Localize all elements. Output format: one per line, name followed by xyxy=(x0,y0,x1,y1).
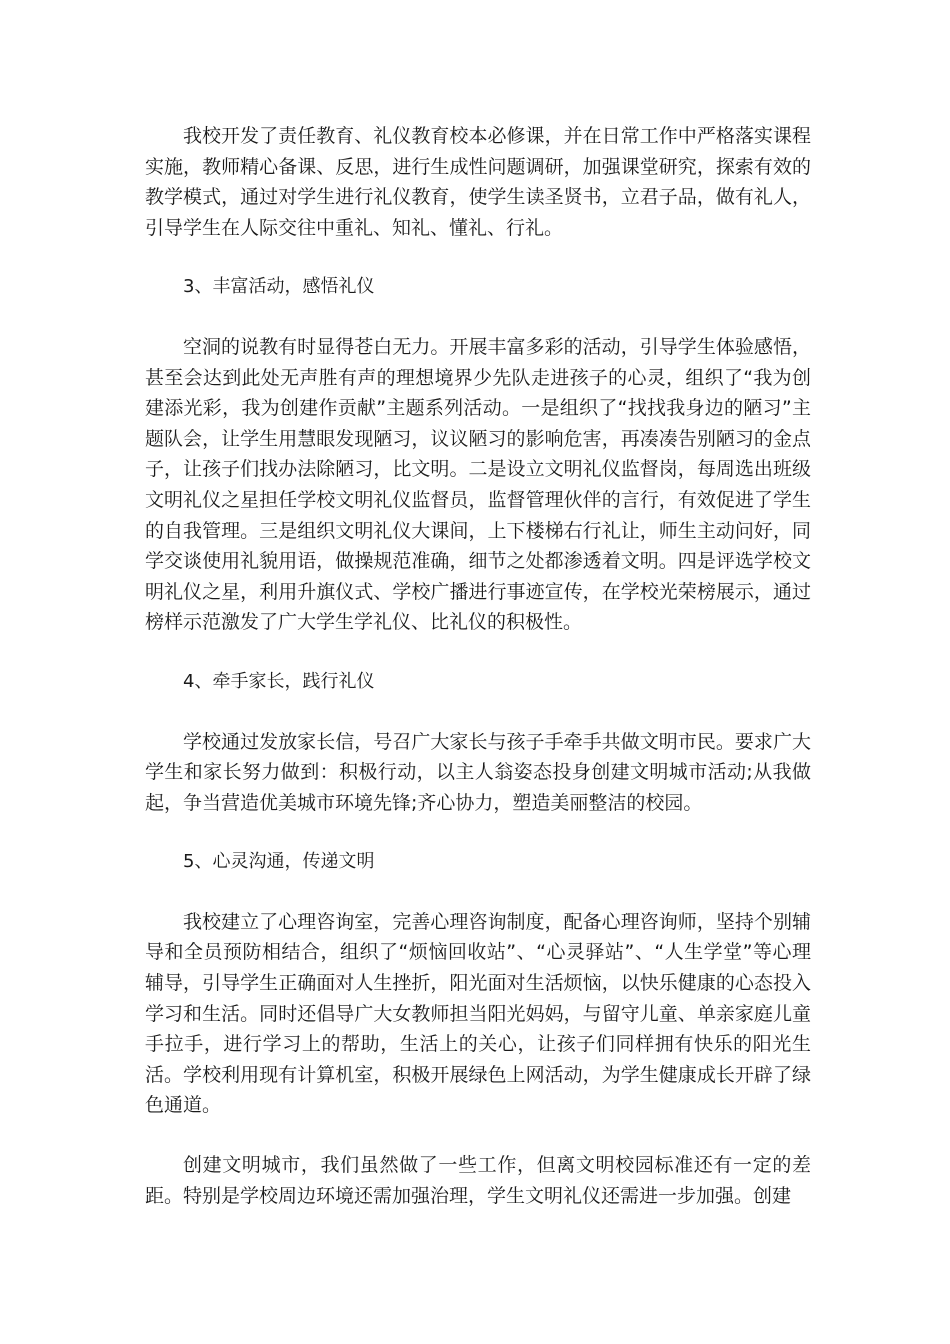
paragraph-activities: 空洞的说教有时显得苍白无力。开展丰富多彩的活动，引导学生体验感悟，甚至会达到此处无声胜有声的理想境界少先队走进孩子的心灵，组织了“我为创建添光彩，我为创建作贡献”主题系列活动。一是组织了“找找我身边的陋习”主题队会，让学生用慧眼发现陋习，议议陋习的影响危害，再凑凑告别陋习的金点子，让孩子们找办法除陋习，比文明。二是设立文明礼仪监督岗，每周选出班级文明礼仪之星担任学校文明礼仪监督员，监督管理伙伴的言行，有效促进了学生的自我管理。三是组织文明礼仪大课间，上下楼梯右行礼让，师生主动问好，同学交谈使用礼貌用语，做操规范准确，细节之处都渗透着文明。四是评选学校文明礼仪之星，利用升旗仪式、学校广播进行事迹宣传，在学校光荣榜展示，通过榜样示范激发了广大学生学礼仪、比礼仪的积极性。 xyxy=(145,335,811,634)
heading-section-3: 3、丰富活动，感悟礼仪 xyxy=(183,276,375,298)
heading-section-5: 5、心灵沟通，传递文明 xyxy=(183,851,375,873)
paragraph-parents: 学校通过发放家长信，号召广大家长与孩子手牵手共做文明市民。要求广大学生和家长努力做到：积极行动，以主人翁姿态投身创建文明城市活动;从我做起，争当营造优美城市环境先锋;齐心协力，塑造美丽整洁的校园。 xyxy=(145,730,811,814)
paragraph-etiquette-curriculum: 我校开发了责任教育、礼仪教育校本必修课，并在日常工作中严格落实课程实施，教师精心备课、反思，进行生成性问题调研，加强课堂研究，探索有效的教学模式，通过对学生进行礼仪教育，使学生读圣贤书，立君子品，做有礼人，引导学生在人际交往中重礼、知礼、懂礼、行礼。 xyxy=(145,125,811,239)
document-body xyxy=(145,121,811,1211)
paragraph-conclusion: 创建文明城市，我们虽然做了一些工作，但离文明校园标准还有一定的差距。特别是学校周边环境还需加强治理，学生文明礼仪还需进一步加强。创建 xyxy=(145,1154,811,1207)
paragraph-psychology: 我校建立了心理咨询室，完善心理咨询制度，配备心理咨询师，坚持个别辅导和全员预防相结合，组织了“烦恼回收站”、“心灵驿站”、“人生学堂”等心理辅导，引导学生正确面对人生挫折，阳光面对生活烦恼，以快乐健康的心态投入学习和生活。同时还倡导广大女教师担当阳光妈妈，与留守儿童、单亲家庭儿童手拉手，进行学习上的帮助，生活上的关心，让孩子们同样拥有快乐的阳光生活。学校利用现有计算机室，积极开展绿色上网活动，为学生健康成长开辟了绿色通道。 xyxy=(145,910,811,1117)
heading-section-4: 4、牵手家长，践行礼仪 xyxy=(183,670,375,692)
